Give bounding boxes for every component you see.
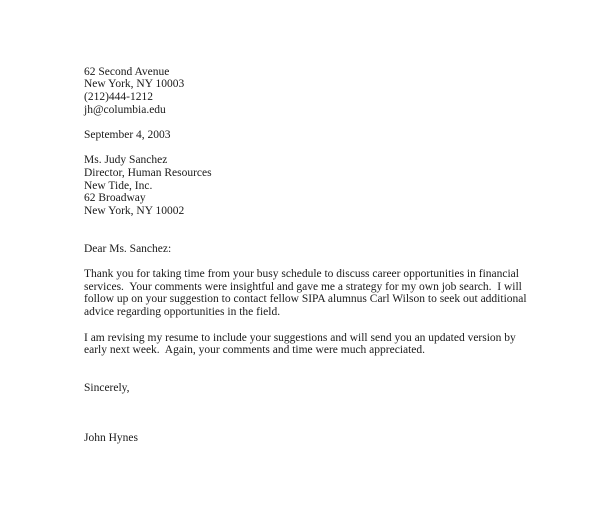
recipient-street: 62 Broadway [84,192,146,204]
paragraph-line: I am revising my resume to include your suggestions and will send you an updated version by [84,332,516,344]
sender-phone: (212)444-1212 [84,91,153,103]
recipient-title: Director, Human Resources [84,167,212,179]
recipient-company: New Tide, Inc. [84,180,153,192]
paragraph-line: Thank you for taking time from your busy schedule to discuss career opportunities in financial [84,268,519,280]
sender-street: 62 Second Avenue [84,66,170,78]
letter-date: September 4, 2003 [84,129,171,141]
salutation: Dear Ms. Sanchez: [84,243,172,255]
sender-city: New York, NY 10003 [84,78,185,90]
closing: Sincerely, [84,382,130,394]
paragraph-line: advice regarding opportunities in the field. [84,306,281,318]
paragraph-line: early next week. Again, your comments and time were much appreciated. [84,344,426,356]
recipient-name: Ms. Judy Sanchez [84,154,168,166]
sender-email: jh@columbia.edu [84,104,166,116]
recipient-city: New York, NY 10002 [84,205,185,217]
paragraph-line: services. Your comments were insightful and gave me a strategy for my own job search. I will [84,281,522,293]
signature-name: John Hynes [84,432,138,444]
paragraph-line: follow up on your suggestion to contact fellow SIPA alumnus Carl Wilson to seek out additional [84,293,527,305]
